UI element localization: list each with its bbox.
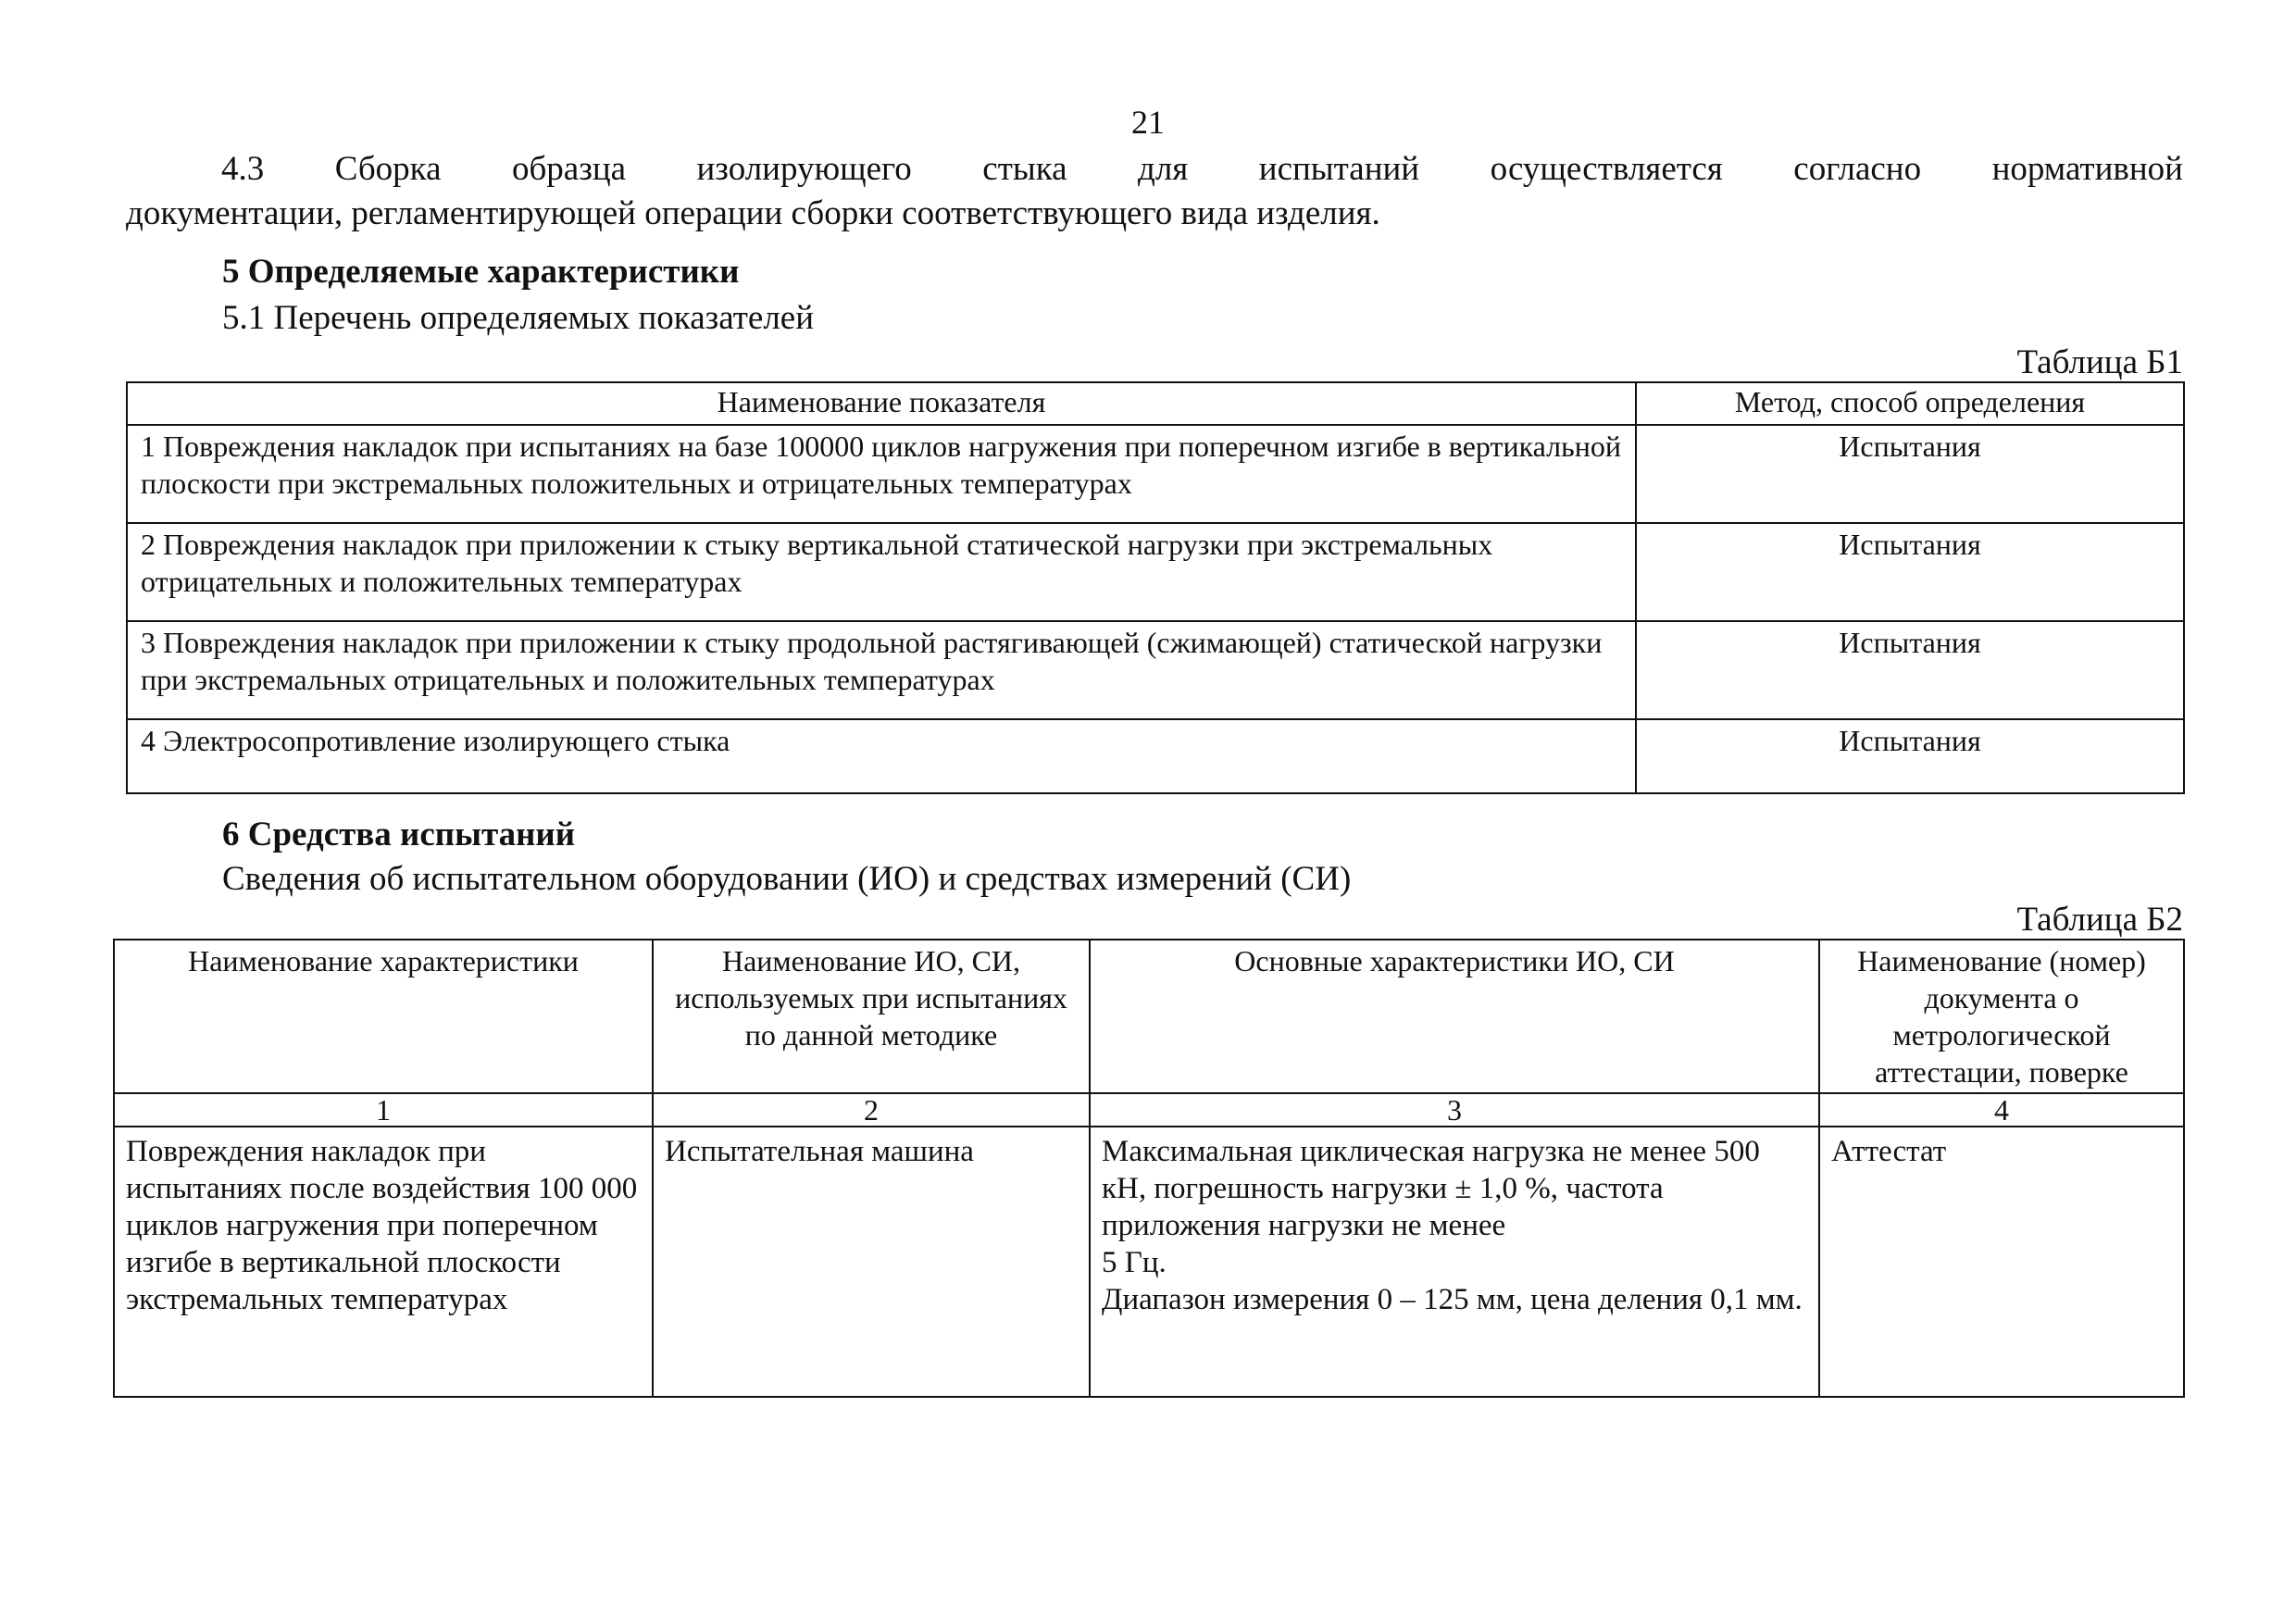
- method-cell: Испытания: [1636, 621, 2184, 719]
- column-number: 1: [114, 1093, 653, 1127]
- table-row: [114, 1127, 2184, 1397]
- header-cell: Наименование (номер) документа о метрологической аттестации, поверке: [1819, 940, 2184, 1093]
- header-cell: Метод, способ определения: [1636, 382, 2184, 425]
- table-row: [127, 719, 2184, 793]
- table-b1: [126, 381, 2185, 794]
- table-b2: [113, 939, 2185, 1398]
- column-number: 3: [1090, 1093, 1819, 1127]
- method-cell: Испытания: [1636, 425, 2184, 523]
- indicator-cell: 1 Повреждения накладок при испытаниях на базе 100000 циклов нагружения при поперечном изгибе в вертикальной плоскости при экстремальных положительных и отрицательных температурах: [127, 425, 1636, 523]
- spec-line: 5 Гц.: [1102, 1246, 1167, 1279]
- table-row: [127, 523, 2184, 621]
- specs-cell: [1090, 1127, 1819, 1397]
- word: нормативной: [1991, 150, 2183, 188]
- table-row: [127, 425, 2184, 523]
- table-b1-caption: Таблица Б1: [2016, 343, 2183, 381]
- section-5-1-subtitle: 5.1 Перечень определяемых показателей: [222, 299, 815, 337]
- table-b2-caption: Таблица Б2: [2016, 901, 2183, 939]
- header-cell: Основные характеристики ИО, СИ: [1090, 940, 1819, 1093]
- method-cell: Испытания: [1636, 719, 2184, 793]
- word: стыка: [982, 150, 1067, 188]
- method-cell: Испытания: [1636, 523, 2184, 621]
- spec-line: Диапазон измерения 0 – 125 мм, цена деления 0,1 мм.: [1102, 1283, 1803, 1316]
- characteristic-cell: Повреждения накладок при испытаниях после воздействия 100 000 циклов нагружения при поперечном изгибе в вертикальной плоскости экстремальных температурах: [114, 1127, 653, 1397]
- word: согласно: [1793, 150, 1922, 188]
- paragraph-4-3-line1: [126, 148, 2183, 191]
- word: осуществляется: [1490, 150, 1723, 188]
- indicator-cell: 3 Повреждения накладок при приложении к стыку продольной растягивающей (сжимающей) статической нагрузки при экстремальных отрицательных и положительных температурах: [127, 621, 1636, 719]
- column-number: 4: [1819, 1093, 2184, 1127]
- section-6-title: 6 Средства испытаний: [222, 816, 576, 853]
- column-number: 2: [653, 1093, 1090, 1127]
- document-cell: Аттестат: [1819, 1127, 2184, 1397]
- word: изолирующего: [696, 150, 912, 188]
- header-cell: Наименование характеристики: [114, 940, 653, 1093]
- header-cell: Наименование ИО, СИ, используемых при испытаниях по данной методике: [653, 940, 1090, 1093]
- word: испытаний: [1258, 150, 1420, 188]
- section-5-title: 5 Определяемые характеристики: [222, 253, 740, 291]
- equipment-cell: Испытательная машина: [653, 1127, 1090, 1397]
- word: образца: [511, 150, 627, 188]
- table-header-row: [114, 940, 2184, 1093]
- indicator-cell: 4 Электросопротивление изолирующего стыка: [127, 719, 1636, 793]
- spec-line: Максимальная циклическая нагрузка не менее 500 кН, погрешность нагрузки ± 1,0 %, частота приложения нагрузки не менее: [1102, 1135, 1760, 1242]
- word: для: [1138, 150, 1189, 188]
- indicator-cell: 2 Повреждения накладок при приложении к стыку вертикальной статической нагрузки при экстремальных отрицательных и положительных температурах: [127, 523, 1636, 621]
- column-number-row: [114, 1093, 2184, 1127]
- page-number: 21: [1131, 104, 1165, 141]
- table-header-row: [127, 382, 2184, 425]
- section-6-subtitle: Сведения об испытательном оборудовании (ИО) и средствах измерений (СИ): [222, 860, 1352, 898]
- paragraph-4-3-line2: документации, регламентирующей операции сборки соответствующего вида изделия.: [126, 194, 1380, 232]
- header-cell: Наименование показателя: [127, 382, 1636, 425]
- table-row: [127, 621, 2184, 719]
- word: Сборка: [334, 150, 442, 188]
- word: 4.3: [221, 150, 265, 188]
